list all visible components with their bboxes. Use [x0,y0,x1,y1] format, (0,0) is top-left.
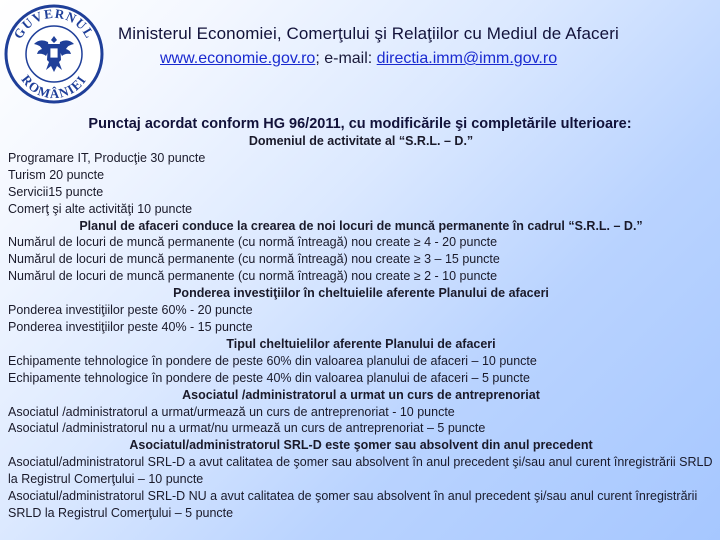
criterion-line: Asociatul/administratorul SRL-D NU a avut calitatea de şomer sau absolvent în anul precedent şi/sau anul curent înregistrării SRLD la Registrul Comerţului – 5 puncte [8,489,698,520]
ministry-title: Ministerul Economiei, Comerţului şi Relaţiilor cu Mediul de Afaceri [118,24,619,43]
criterion-line: Asociatul /administratorul nu a urmat/nu urmează un curs de antreprenoriat – 5 puncte [8,421,486,436]
section-heading: Asociatul /administratorul a urmat un curs de antreprenoriat [182,387,540,402]
criterion-line: Comerţ şi alte activităţi 10 puncte [8,201,193,216]
header [118,24,718,68]
website-link[interactable]: www.economie.gov.ro [160,50,316,67]
criterion-line: Echipamente tehnologice în pondere de peste 60% din valoarea planului de afaceri – 10 puncte [8,353,537,368]
criterion-line: Turism 20 puncte [8,167,105,182]
criterion-line: Asociatul /administratorul a urmat/urmează un curs de antreprenoriat - 10 puncte [8,404,455,419]
intro-heading: Punctaj acordat conform HG 96/2011, cu modificările şi completările ulterioare: [88,116,632,132]
criterion-line: Servicii15 puncte [8,184,104,199]
section-heading: Domeniul de activitate al “S.R.L. – D.” [248,134,474,148]
criterion-line: Numărul de locuri de muncă permanente (cu normă întreagă) nou create ≥ 2 - 10 puncte [8,269,498,284]
section-heading: Tipul cheltuielilor aferente Planului de afaceri [226,336,496,351]
criterion-line: Ponderea investiţiilor peste 60% - 20 puncte [8,303,253,318]
seal-bottom-text: ROMÂNIEI [18,71,90,102]
criterion-line: Programare IT, Producţie 30 puncte [8,150,206,165]
government-seal-icon [4,4,104,104]
section-heading: Ponderea investiţiilor în cheltuielile aferente Planului de afaceri [173,286,549,301]
criterion-line: Echipamente tehnologice în pondere de peste 40% din valoarea planului de afaceri – 5 puncte [8,370,530,385]
criterion-line: Asociatul/administratorul SRL-D a avut calitatea de şomer sau absolvent în anul precedent şi/sau anul curent înregistrării SRLD la Registrul Comerţului – 10 puncte [8,455,713,487]
criterion-line: Numărul de locuri de muncă permanente (cu normă întreagă) nou create ≥ 3 – 15 puncte [8,252,500,267]
seal-top-text: GUVERNUL [10,5,98,42]
section-heading: Asociatul/administratorul SRL-D este şomer sau absolvent din anul precedent [129,438,593,453]
government-logo [4,4,104,104]
contact-line [160,50,718,68]
email-link[interactable]: directia.imm@imm.gov.ro [376,50,558,67]
criterion-line: Ponderea investiţiilor peste 40% - 15 puncte [8,319,253,334]
contact-separator: ; e-mail: [315,50,377,67]
criterion-line: Numărul de locuri de muncă permanente (cu normă întreagă) nou create ≥ 4 - 20 puncte [8,235,498,250]
section-heading: Planul de afaceri conduce la crearea de noi locuri de muncă permanente în cadrul “S.R.L. – D.” [79,218,643,233]
scoring-list [8,133,714,522]
